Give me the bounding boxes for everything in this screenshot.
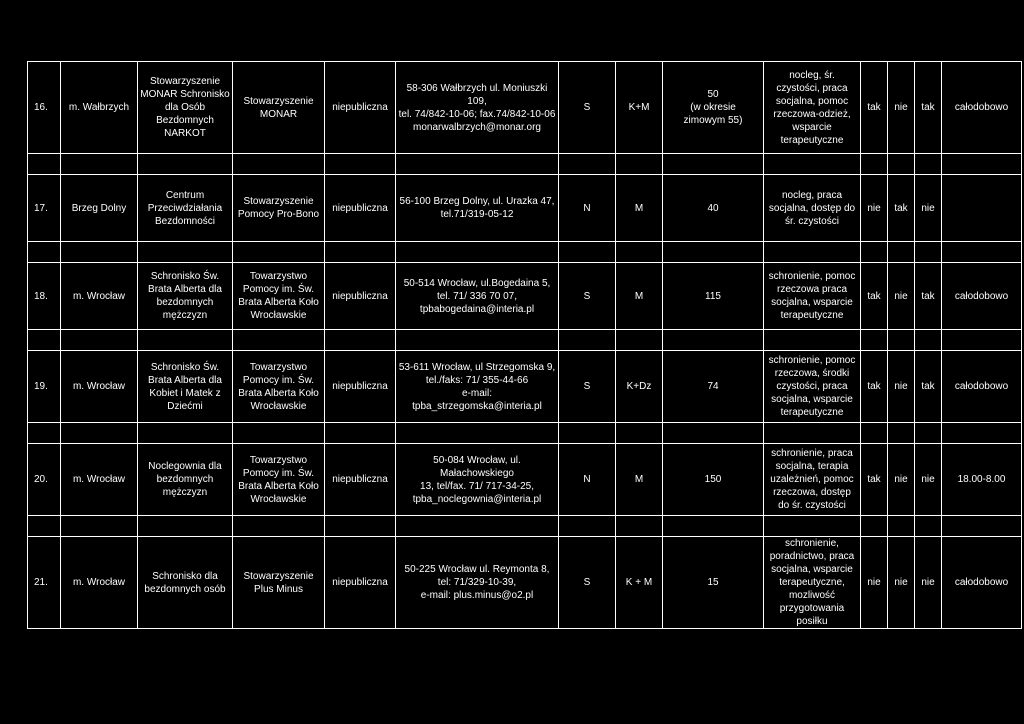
spacer-cell: [138, 330, 233, 351]
spacer-cell: [28, 242, 61, 263]
spacer-cell: [942, 423, 1022, 444]
city-cell: m. Wrocław: [61, 263, 138, 330]
sector-cell: niepubliczna: [325, 351, 396, 423]
spacer-cell: [233, 330, 325, 351]
table-row: [28, 444, 1022, 516]
spacer-cell: [233, 242, 325, 263]
facility-name-cell: Noclegownia dla bezdomnych mężczyzn: [138, 444, 233, 516]
facility-name-cell: Schronisko dla bezdomnych osób: [138, 537, 233, 629]
address-cell: 50-225 Wrocław ul. Reymonta 8, tel: 71/329-10-39, e-mail: plus.minus@o2.pl: [396, 537, 559, 629]
spacer-cell: [28, 423, 61, 444]
flag-cell-2: nie: [888, 351, 915, 423]
hours-cell: całodobowo: [942, 351, 1022, 423]
services-cell: nocleg, praca socjalna, dostęp do śr. czystości: [764, 175, 861, 242]
table-row: [28, 263, 1022, 330]
sector-cell: niepubliczna: [325, 444, 396, 516]
spacer-cell: [616, 242, 663, 263]
spacer-cell: [61, 154, 138, 175]
address-cell: 58-306 Wałbrzych ul. Moniuszki 109, tel. 74/842-10-06; fax.74/842-10-06 monarwalbrzych@monar.org: [396, 62, 559, 154]
shelters-table: [27, 61, 1022, 629]
spacer-cell: [861, 423, 888, 444]
spacer-cell: [559, 423, 616, 444]
spacer-cell: [915, 423, 942, 444]
city-cell: Brzeg Dolny: [61, 175, 138, 242]
target-group-cell: M: [616, 263, 663, 330]
spacer-cell: [888, 242, 915, 263]
spacer-cell: [888, 516, 915, 537]
spacer-cell: [559, 242, 616, 263]
spacer-cell: [396, 154, 559, 175]
spacer-cell: [61, 516, 138, 537]
sector-cell: niepubliczna: [325, 263, 396, 330]
flag-cell-1: nie: [861, 175, 888, 242]
spacer-cell: [764, 154, 861, 175]
flag-cell-3: tak: [915, 351, 942, 423]
type-cell: N: [559, 444, 616, 516]
spacer-cell: [861, 242, 888, 263]
target-group-cell: K+Dz: [616, 351, 663, 423]
type-cell: S: [559, 62, 616, 154]
spacer-cell: [559, 330, 616, 351]
table-row: [28, 175, 1022, 242]
flag-cell-2: nie: [888, 537, 915, 629]
operator-cell: Stowarzyszenie Pomocy Pro-Bono: [233, 175, 325, 242]
type-cell: S: [559, 263, 616, 330]
flag-cell-1: nie: [861, 537, 888, 629]
flag-cell-3: tak: [915, 62, 942, 154]
table-row: [28, 62, 1022, 154]
spacer-cell: [663, 423, 764, 444]
row-spacer: [28, 242, 1022, 263]
row-spacer: [28, 516, 1022, 537]
spacer-cell: [61, 330, 138, 351]
places-cell: 40: [663, 175, 764, 242]
spacer-cell: [861, 154, 888, 175]
spacer-cell: [325, 154, 396, 175]
city-cell: m. Wałbrzych: [61, 62, 138, 154]
flag-cell-1: tak: [861, 62, 888, 154]
spacer-cell: [663, 154, 764, 175]
spacer-cell: [915, 330, 942, 351]
spacer-cell: [616, 516, 663, 537]
target-group-cell: M: [616, 175, 663, 242]
spacer-cell: [233, 516, 325, 537]
spacer-cell: [915, 242, 942, 263]
flag-cell-3: nie: [915, 444, 942, 516]
places-cell: 150: [663, 444, 764, 516]
services-cell: schronienie, poradnictwo, praca socjalna, wsparcie terapeutyczne, mozliwość przygotowania posiłku: [764, 537, 861, 629]
services-cell: schronienie, praca socjalna, terapia uzależnień, pomoc rzeczowa, dostęp do śr. czystości: [764, 444, 861, 516]
spacer-cell: [861, 330, 888, 351]
row-number: 16.: [28, 62, 61, 154]
facility-name-cell: Stowarzyszenie MONAR Schronisko dla Osób Bezdomnych NARKOT: [138, 62, 233, 154]
spacer-cell: [233, 423, 325, 444]
spacer-cell: [61, 423, 138, 444]
row-spacer: [28, 423, 1022, 444]
spacer-cell: [325, 242, 396, 263]
operator-cell: Stowarzyszenie Plus Minus: [233, 537, 325, 629]
spacer-cell: [888, 330, 915, 351]
spacer-cell: [28, 154, 61, 175]
row-number: 20.: [28, 444, 61, 516]
target-group-cell: M: [616, 444, 663, 516]
spacer-cell: [764, 242, 861, 263]
spacer-cell: [861, 516, 888, 537]
sector-cell: niepubliczna: [325, 62, 396, 154]
sector-cell: niepubliczna: [325, 537, 396, 629]
spacer-cell: [396, 330, 559, 351]
facility-name-cell: Schronisko Św. Brata Alberta dla Kobiet i Matek z Dziećmi: [138, 351, 233, 423]
city-cell: m. Wrocław: [61, 444, 138, 516]
services-cell: schronienie, pomoc rzeczowa, środki czystości, praca socjalna, wsparcie terapeutyczne: [764, 351, 861, 423]
address-cell: 50-514 Wrocław, ul.Bogedaina 5, tel. 71/ 336 70 07, tpbabogedaina@interia.pl: [396, 263, 559, 330]
operator-cell: Towarzystwo Pomocy im. Św. Brata Alberta Koło Wrocławskie: [233, 351, 325, 423]
operator-cell: Towarzystwo Pomocy im. Św. Brata Alberta Koło Wrocławskie: [233, 444, 325, 516]
row-number: 18.: [28, 263, 61, 330]
spacer-cell: [28, 516, 61, 537]
facility-name-cell: Centrum Przeciwdziałania Bezdomności: [138, 175, 233, 242]
row-spacer: [28, 154, 1022, 175]
operator-cell: Stowarzyszenie MONAR: [233, 62, 325, 154]
flag-cell-3: tak: [915, 263, 942, 330]
spacer-cell: [396, 423, 559, 444]
target-group-cell: K + M: [616, 537, 663, 629]
hours-cell: [942, 175, 1022, 242]
row-number: 21.: [28, 537, 61, 629]
spacer-cell: [325, 423, 396, 444]
hours-cell: całodobowo: [942, 62, 1022, 154]
spacer-cell: [888, 423, 915, 444]
places-cell: 50 (w okresie zimowym 55): [663, 62, 764, 154]
places-cell: 115: [663, 263, 764, 330]
spacer-cell: [663, 516, 764, 537]
spacer-cell: [942, 516, 1022, 537]
hours-cell: całodobowo: [942, 263, 1022, 330]
spacer-cell: [325, 516, 396, 537]
flag-cell-1: tak: [861, 263, 888, 330]
spacer-cell: [396, 242, 559, 263]
services-cell: nocleg, śr. czystości, praca socjalna, pomoc rzeczowa-odzież, wsparcie terapeutyczne: [764, 62, 861, 154]
places-cell: 74: [663, 351, 764, 423]
spacer-cell: [663, 330, 764, 351]
city-cell: m. Wrocław: [61, 537, 138, 629]
spacer-cell: [138, 516, 233, 537]
spacer-cell: [915, 516, 942, 537]
spacer-cell: [764, 423, 861, 444]
type-cell: S: [559, 537, 616, 629]
spacer-cell: [233, 154, 325, 175]
services-cell: schronienie, pomoc rzeczowa praca socjalna, wsparcie terapeutyczne: [764, 263, 861, 330]
flag-cell-2: nie: [888, 263, 915, 330]
spacer-cell: [616, 423, 663, 444]
spacer-cell: [616, 154, 663, 175]
table-row: [28, 537, 1022, 629]
city-cell: m. Wrocław: [61, 351, 138, 423]
row-number: 17.: [28, 175, 61, 242]
row-spacer: [28, 330, 1022, 351]
address-cell: 53-611 Wrocław, ul Strzegomska 9, tel./faks: 71/ 355-44-66 e-mail: tpba_strzegomska@interia.pl: [396, 351, 559, 423]
spacer-cell: [325, 330, 396, 351]
spacer-cell: [942, 242, 1022, 263]
spacer-cell: [559, 516, 616, 537]
spacer-cell: [942, 154, 1022, 175]
address-cell: 50-084 Wrocław, ul. Małachowskiego 13, tel/fax. 71/ 717-34-25, tpba_noclegownia@interia.pl: [396, 444, 559, 516]
flag-cell-2: tak: [888, 175, 915, 242]
spacer-cell: [559, 154, 616, 175]
flag-cell-3: nie: [915, 537, 942, 629]
spacer-cell: [138, 154, 233, 175]
sector-cell: niepubliczna: [325, 175, 396, 242]
spacer-cell: [138, 242, 233, 263]
spacer-cell: [663, 242, 764, 263]
facility-name-cell: Schronisko Św. Brata Alberta dla bezdomnych mężczyzn: [138, 263, 233, 330]
target-group-cell: K+M: [616, 62, 663, 154]
spacer-cell: [61, 242, 138, 263]
places-cell: 15: [663, 537, 764, 629]
spacer-cell: [138, 423, 233, 444]
spacer-cell: [764, 330, 861, 351]
type-cell: S: [559, 351, 616, 423]
row-number: 19.: [28, 351, 61, 423]
flag-cell-1: tak: [861, 444, 888, 516]
table-row: [28, 351, 1022, 423]
spacer-cell: [28, 330, 61, 351]
spacer-cell: [915, 154, 942, 175]
type-cell: N: [559, 175, 616, 242]
spacer-cell: [888, 154, 915, 175]
flag-cell-2: nie: [888, 444, 915, 516]
address-cell: 56-100 Brzeg Dolny, ul. Urazka 47, tel.71/319-05-12: [396, 175, 559, 242]
spacer-cell: [764, 516, 861, 537]
flag-cell-1: tak: [861, 351, 888, 423]
spacer-cell: [942, 330, 1022, 351]
flag-cell-2: nie: [888, 62, 915, 154]
spacer-cell: [616, 330, 663, 351]
spacer-cell: [396, 516, 559, 537]
hours-cell: 18.00-8.00: [942, 444, 1022, 516]
hours-cell: całodobowo: [942, 537, 1022, 629]
operator-cell: Towarzystwo Pomocy im. Św. Brata Alberta Koło Wrocławskie: [233, 263, 325, 330]
flag-cell-3: nie: [915, 175, 942, 242]
table-body: [28, 62, 1022, 629]
